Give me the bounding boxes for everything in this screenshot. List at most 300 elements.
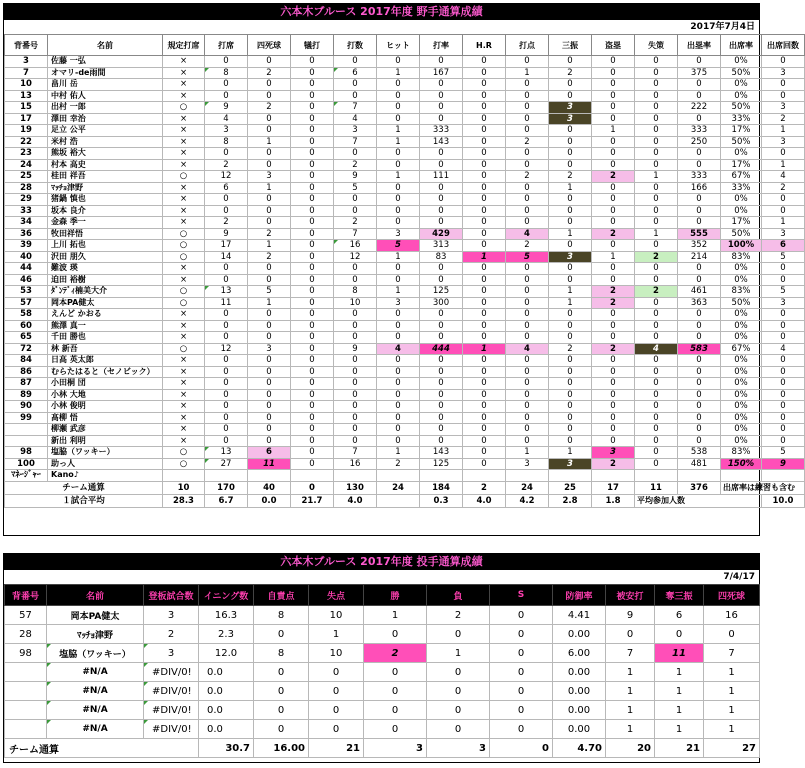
stat-cell: 0 — [420, 102, 463, 114]
stat-cell: 0 — [490, 663, 553, 682]
total-cell: 30.7 — [199, 739, 254, 758]
stat-cell: 0 — [463, 125, 506, 137]
stat-cell: 0 — [655, 625, 704, 644]
stat-cell: 0 — [463, 263, 506, 275]
stat-cell: 0 — [762, 355, 805, 367]
table-row — [5, 458, 805, 470]
table-row — [5, 644, 760, 663]
average-cell: 0.3 — [420, 494, 463, 507]
total-cell: 170 — [205, 481, 248, 494]
stat-cell: 167 — [420, 67, 463, 79]
stat-cell: 1 — [248, 136, 291, 148]
stat-cell: 0 — [592, 136, 635, 148]
stat-cell: 0% — [721, 424, 762, 436]
stat-cell: 0 — [291, 148, 334, 160]
stat-cell: 0 — [205, 378, 248, 390]
stat-cell: 0 — [309, 682, 364, 701]
stat-cell: 0 — [420, 90, 463, 102]
pitching-header-cell: 背番号 — [5, 585, 47, 606]
stat-cell: 0 — [506, 332, 549, 344]
stat-cell: 0 — [635, 297, 678, 309]
player-name: ﾏｯﾁｮ津野 — [48, 182, 163, 194]
stat-cell: × — [163, 366, 205, 378]
stat-cell: 0 — [678, 274, 721, 286]
stat-cell: 0 — [291, 79, 334, 91]
stat-cell: × — [163, 378, 205, 390]
stat-cell: 0 — [334, 355, 377, 367]
stat-cell: 0 — [463, 79, 506, 91]
player-number: 72 — [5, 343, 48, 355]
stat-cell: 7 — [334, 136, 377, 148]
stat-cell: 0 — [549, 332, 592, 344]
stat-cell: 1 — [762, 159, 805, 171]
total-cell: 40 — [248, 481, 291, 494]
stat-cell: 13 — [205, 286, 248, 298]
stat-cell: 0 — [205, 205, 248, 217]
stat-cell: 0 — [364, 720, 427, 739]
stat-cell: 0 — [377, 378, 420, 390]
stat-cell: 0% — [721, 401, 762, 413]
stat-cell: 1 — [655, 701, 704, 720]
stat-cell: 250 — [678, 136, 721, 148]
stat-cell: 0 — [762, 274, 805, 286]
stat-cell: ○ — [163, 458, 205, 470]
stat-cell: 7 — [704, 644, 760, 663]
stat-cell: 0 — [549, 240, 592, 252]
player-number: 39 — [5, 240, 48, 252]
stat-cell: 3 — [144, 644, 199, 663]
total-cell: 25 — [549, 481, 592, 494]
stat-cell: 0 — [205, 435, 248, 447]
total-cell: 4.70 — [553, 739, 606, 758]
stat-cell: 0 — [635, 458, 678, 470]
stat-cell: 4 — [205, 113, 248, 125]
stat-cell: × — [163, 194, 205, 206]
stat-cell: 0 — [762, 366, 805, 378]
stat-cell: 0 — [463, 378, 506, 390]
player-number: 34 — [5, 217, 48, 229]
stat-cell: 0 — [678, 90, 721, 102]
stat-cell — [248, 470, 291, 482]
stat-cell: 83 — [420, 251, 463, 263]
total-cell: 130 — [334, 481, 377, 494]
stat-cell — [592, 470, 635, 482]
stat-cell: 0 — [678, 389, 721, 401]
stat-cell: 4 — [635, 343, 678, 355]
stat-cell: 0 — [635, 67, 678, 79]
stat-cell: 0 — [334, 56, 377, 68]
total-cell: 17 — [592, 481, 635, 494]
stat-cell: 0 — [592, 378, 635, 390]
stat-cell: 0 — [635, 412, 678, 424]
stat-cell: 0 — [420, 401, 463, 413]
stat-cell: 17 — [205, 240, 248, 252]
stat-cell: 0 — [248, 148, 291, 160]
pitching-date: 7/4/17 — [723, 572, 755, 582]
stat-cell: 0 — [463, 159, 506, 171]
table-row — [5, 251, 805, 263]
table-row — [5, 355, 805, 367]
stat-cell: 1 — [377, 67, 420, 79]
stat-cell: 1 — [309, 625, 364, 644]
stat-cell: 1 — [506, 67, 549, 79]
stat-cell: 0 — [205, 355, 248, 367]
stat-cell: 0 — [592, 240, 635, 252]
stat-cell: 0 — [248, 205, 291, 217]
stat-cell: 11 — [655, 644, 704, 663]
pitcher-number: 98 — [5, 644, 47, 663]
stat-cell: 0 — [549, 217, 592, 229]
stat-cell: 0 — [762, 389, 805, 401]
stat-cell: 5 — [762, 286, 805, 298]
stat-cell: 0 — [549, 125, 592, 137]
stat-cell: 0 — [291, 171, 334, 183]
player-number: 10 — [5, 79, 48, 91]
stat-cell: 0 — [463, 171, 506, 183]
stat-cell: 0 — [377, 274, 420, 286]
stat-cell: 0 — [635, 355, 678, 367]
stat-cell: 0 — [678, 217, 721, 229]
player-number: 7 — [5, 67, 48, 79]
stat-cell: 1 — [592, 125, 635, 137]
player-number: 33 — [5, 205, 48, 217]
stat-cell: 2 — [506, 136, 549, 148]
stat-cell: 0 — [592, 366, 635, 378]
stat-cell: 0 — [506, 113, 549, 125]
table-row — [5, 424, 805, 436]
stat-cell: 0 — [205, 332, 248, 344]
player-name: 猪鍋 慎也 — [48, 194, 163, 206]
stat-cell: 3 — [762, 102, 805, 114]
stat-cell: 333 — [678, 171, 721, 183]
stat-cell: 0 — [334, 366, 377, 378]
stat-cell: 0 — [334, 378, 377, 390]
stat-cell: 0 — [291, 274, 334, 286]
pitcher-number — [5, 701, 47, 720]
stat-cell: 8 — [334, 286, 377, 298]
stat-cell: 1 — [704, 682, 760, 701]
stat-cell: 0 — [506, 263, 549, 275]
stat-cell: 0.0 — [199, 682, 254, 701]
stat-cell: ○ — [163, 343, 205, 355]
stat-cell: 0 — [606, 625, 655, 644]
stat-cell: 0 — [678, 263, 721, 275]
stat-cell: 6 — [655, 606, 704, 625]
total-note: 出席率は練習も含む — [721, 481, 805, 494]
stat-cell: 0 — [463, 401, 506, 413]
pitching-header-cell: 防御率 — [553, 585, 606, 606]
stat-cell: 0.0 — [199, 663, 254, 682]
stat-cell: 0 — [549, 320, 592, 332]
player-name: 足立 公平 — [48, 125, 163, 137]
batting-header-cell: 三振 — [549, 35, 592, 56]
stat-cell: 1 — [592, 251, 635, 263]
stat-cell: 0 — [592, 148, 635, 160]
average-label: １試合平均 — [5, 494, 163, 507]
stat-cell: 0 — [549, 366, 592, 378]
stat-cell: 0 — [334, 320, 377, 332]
stat-cell: 33% — [721, 182, 762, 194]
stat-cell: 0 — [463, 320, 506, 332]
stat-cell: 1 — [606, 701, 655, 720]
stat-cell: 0 — [248, 412, 291, 424]
average-cell: 0.0 — [248, 494, 291, 507]
stat-cell: 0 — [248, 435, 291, 447]
total-cell: 27 — [704, 739, 760, 758]
stat-cell: 0 — [254, 720, 309, 739]
stat-cell: 0 — [248, 309, 291, 321]
stat-cell: 0 — [506, 205, 549, 217]
stat-cell: 1 — [655, 682, 704, 701]
stat-cell: 0 — [377, 332, 420, 344]
stat-cell: 0 — [377, 194, 420, 206]
average-cell: 2.8 — [549, 494, 592, 507]
stat-cell: 0 — [463, 56, 506, 68]
stat-cell: 5 — [762, 251, 805, 263]
stat-cell: 0 — [420, 435, 463, 447]
stat-cell: 0 — [377, 309, 420, 321]
stat-cell: 0 — [506, 401, 549, 413]
stat-cell: 0 — [420, 412, 463, 424]
stat-cell: 5 — [334, 182, 377, 194]
stat-cell: 0 — [506, 389, 549, 401]
stat-cell: 0 — [248, 355, 291, 367]
stat-cell: 0 — [592, 67, 635, 79]
stat-cell: 0 — [635, 366, 678, 378]
stat-cell: 0 — [463, 113, 506, 125]
batting-header-cell: 名前 — [48, 35, 163, 56]
stat-cell: 2 — [205, 159, 248, 171]
stat-cell: 0 — [291, 251, 334, 263]
stat-cell: 2 — [248, 67, 291, 79]
stat-cell: 0 — [291, 125, 334, 137]
table-row — [5, 701, 760, 720]
stat-cell: 83% — [721, 251, 762, 263]
stat-cell: 0 — [205, 148, 248, 160]
stat-cell: 1 — [655, 663, 704, 682]
pitcher-number — [5, 663, 47, 682]
stat-cell: 0 — [377, 320, 420, 332]
average-cell: 4.0 — [463, 494, 506, 507]
batting-header-cell: 打席 — [205, 35, 248, 56]
pitching-header-cell: 名前 — [47, 585, 144, 606]
stat-cell: 6.00 — [553, 644, 606, 663]
player-number: 90 — [5, 401, 48, 413]
stat-cell: 16.3 — [199, 606, 254, 625]
stat-cell: 3 — [549, 102, 592, 114]
stat-cell: 0 — [463, 182, 506, 194]
stat-cell: 0 — [490, 625, 553, 644]
stat-cell: 0 — [248, 217, 291, 229]
stat-cell: 0 — [549, 79, 592, 91]
table-row — [5, 625, 760, 644]
stat-cell: 0 — [704, 625, 760, 644]
stat-cell: 5 — [377, 240, 420, 252]
player-number: 65 — [5, 332, 48, 344]
stat-cell: 16 — [334, 240, 377, 252]
stat-cell: 0 — [592, 102, 635, 114]
stat-cell: 0 — [635, 309, 678, 321]
stat-cell: 0 — [420, 355, 463, 367]
stat-cell: 0 — [635, 125, 678, 137]
batting-average-row — [5, 494, 805, 507]
stat-cell: 0 — [762, 148, 805, 160]
player-name: 助っ人 — [48, 458, 163, 470]
pitcher-name: #N/A — [47, 701, 144, 720]
player-number: 36 — [5, 228, 48, 240]
player-number — [5, 424, 48, 436]
stat-cell: 0 — [635, 240, 678, 252]
stat-cell: #DIV/0! — [144, 701, 199, 720]
stat-cell: 0 — [463, 90, 506, 102]
stat-cell: 0 — [427, 720, 490, 739]
stat-cell: 0 — [205, 320, 248, 332]
player-number: 22 — [5, 136, 48, 148]
stat-cell: 1 — [549, 286, 592, 298]
player-name: 熊澤 真一 — [48, 320, 163, 332]
stat-cell: 481 — [678, 458, 721, 470]
stat-cell — [762, 470, 805, 482]
stat-cell: 0 — [762, 205, 805, 217]
stat-cell: 150% — [721, 458, 762, 470]
stat-cell: 0 — [205, 90, 248, 102]
pitcher-name: 岡本PA健太 — [47, 606, 144, 625]
batting-header-cell: 規定打席 — [163, 35, 205, 56]
table-row — [5, 171, 805, 183]
stat-cell: 0 — [377, 205, 420, 217]
stat-cell: 9 — [762, 458, 805, 470]
stat-cell: × — [163, 56, 205, 68]
stat-cell: 2 — [762, 182, 805, 194]
stat-cell: 0 — [635, 378, 678, 390]
pitcher-number: 57 — [5, 606, 47, 625]
player-number: 84 — [5, 355, 48, 367]
stat-cell: 3 — [144, 606, 199, 625]
stat-cell: 0 — [291, 90, 334, 102]
stat-cell: 0 — [420, 159, 463, 171]
stat-cell: 0% — [721, 205, 762, 217]
stat-cell: 0 — [291, 401, 334, 413]
stat-cell: 0 — [635, 205, 678, 217]
stat-cell: 0 — [205, 424, 248, 436]
stat-cell: 0 — [506, 148, 549, 160]
stat-cell: 0 — [248, 320, 291, 332]
stat-cell: 3 — [248, 171, 291, 183]
stat-cell: 0 — [291, 378, 334, 390]
player-name: 中村 佑人 — [48, 90, 163, 102]
player-number: 86 — [5, 366, 48, 378]
stat-cell: 0 — [506, 378, 549, 390]
stat-cell: 0% — [721, 332, 762, 344]
stat-cell: 0 — [377, 159, 420, 171]
stat-cell: 0% — [721, 263, 762, 275]
stat-cell: 0 — [506, 125, 549, 137]
stat-cell: 0 — [592, 320, 635, 332]
stat-cell: 0 — [549, 378, 592, 390]
stat-cell: 50% — [721, 67, 762, 79]
stat-cell: 6 — [334, 67, 377, 79]
stat-cell: 0 — [420, 79, 463, 91]
stat-cell: 0 — [463, 240, 506, 252]
stat-cell: 2 — [635, 286, 678, 298]
player-name: 柳瀬 武彦 — [48, 424, 163, 436]
stat-cell: 583 — [678, 343, 721, 355]
stat-cell: 1 — [248, 182, 291, 194]
stat-cell: 17% — [721, 217, 762, 229]
stat-cell: 13 — [205, 447, 248, 459]
player-number: 58 — [5, 309, 48, 321]
stat-cell: 1 — [549, 228, 592, 240]
stat-cell: 0 — [377, 389, 420, 401]
table-row — [5, 389, 805, 401]
stat-cell: 2 — [377, 458, 420, 470]
stat-cell: 0 — [420, 332, 463, 344]
stat-cell: 0 — [427, 625, 490, 644]
total-cell: 3 — [427, 739, 490, 758]
stat-cell: × — [163, 263, 205, 275]
player-number — [5, 435, 48, 447]
stat-cell: 0 — [377, 263, 420, 275]
stat-cell: 0 — [291, 240, 334, 252]
batting-title: 六本木ブルース 2017年度 野手通算成績 — [4, 4, 759, 20]
player-name: 熊坂 裕大 — [48, 148, 163, 160]
player-name: 佐藤 一弘 — [48, 56, 163, 68]
stat-cell: × — [163, 79, 205, 91]
average-cell: 4.2 — [506, 494, 549, 507]
stat-cell: 1 — [377, 171, 420, 183]
pitching-sheet — [3, 553, 760, 763]
stat-cell: 0 — [549, 274, 592, 286]
stat-cell: 0 — [678, 309, 721, 321]
stat-cell: 0 — [248, 378, 291, 390]
stat-cell: 2 — [334, 159, 377, 171]
stat-cell: 0 — [420, 205, 463, 217]
pitching-header-cell: 自責点 — [254, 585, 309, 606]
stat-cell: 0 — [463, 447, 506, 459]
stat-cell: 0 — [762, 435, 805, 447]
stat-cell: 8 — [254, 606, 309, 625]
stat-cell: 4 — [762, 343, 805, 355]
player-name: 上川 拓也 — [48, 240, 163, 252]
stat-cell: 0 — [291, 182, 334, 194]
stat-cell — [506, 470, 549, 482]
batting-header-cell: 犠打 — [291, 35, 334, 56]
stat-cell: 0 — [420, 378, 463, 390]
stat-cell: × — [163, 159, 205, 171]
stat-cell: 17% — [721, 125, 762, 137]
stat-cell: 3 — [549, 458, 592, 470]
player-number: 19 — [5, 125, 48, 137]
stat-cell: 0 — [309, 663, 364, 682]
stat-cell: 0 — [490, 720, 553, 739]
stat-cell: 0 — [592, 79, 635, 91]
table-row — [5, 309, 805, 321]
stat-cell: 0 — [291, 435, 334, 447]
table-row — [5, 286, 805, 298]
player-number: 40 — [5, 251, 48, 263]
pitcher-number — [5, 682, 47, 701]
stat-cell: 0 — [490, 682, 553, 701]
stat-cell: 1 — [762, 217, 805, 229]
stat-cell — [463, 470, 506, 482]
stat-cell: 0 — [678, 424, 721, 436]
stat-cell: 0 — [592, 113, 635, 125]
stat-cell: 0 — [678, 194, 721, 206]
stat-cell: 1 — [364, 606, 427, 625]
stat-cell: 1 — [377, 286, 420, 298]
player-number: 60 — [5, 320, 48, 332]
stat-cell: 9 — [334, 343, 377, 355]
